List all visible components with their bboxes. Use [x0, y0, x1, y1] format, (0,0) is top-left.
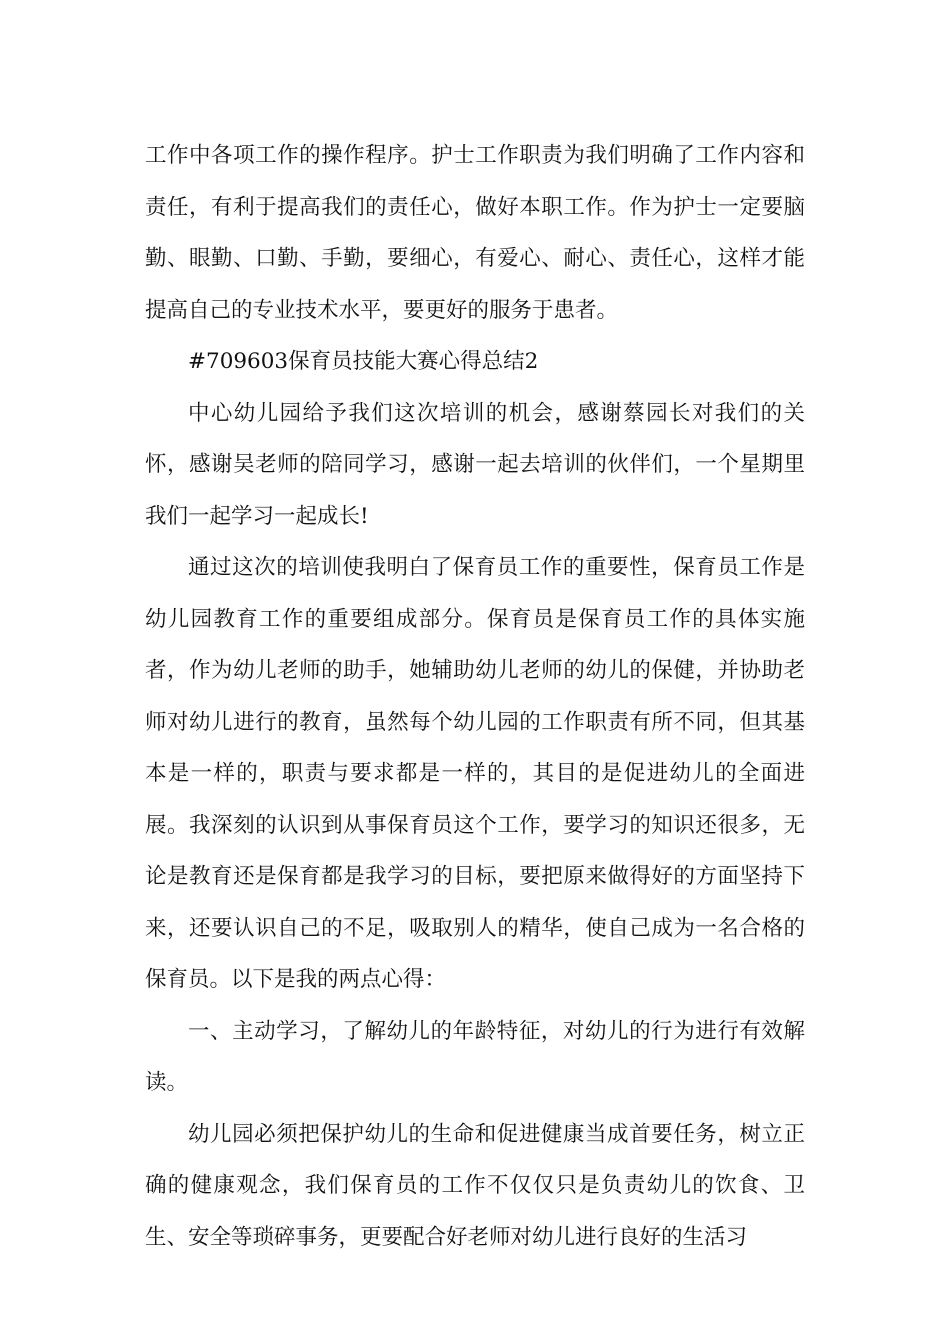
paragraph-point-one: 一、主动学习，了解幼儿的年龄特征，对幼儿的行为进行有效解读。	[145, 1018, 805, 1095]
paragraph-continuation: 工作中各项工作的操作程序。护士工作职责为我们明确了工作内容和责任，有利于提高我们的责任心，做好本职工作。作为护士一定要脑勤、眼勤、口勤、手勤，要细心，有爱心、耐心、责任心，这样才能提高自己的专业技术水平，要更好的服务于患者。	[145, 143, 805, 323]
section-heading: #709603保育员技能大赛心得总结2	[188, 349, 539, 374]
document-body	[145, 130, 805, 1263]
paragraph-health: 幼儿园必须把保护幼儿的生命和促进健康当成首要任务，树立正确的健康观念，我们保育员的工作不仅仅只是负责幼儿的饮食、卫生、安全等琐碎事务，更要配合好老师对幼儿进行良好的生活习	[145, 1121, 805, 1250]
paragraph-importance: 通过这次的培训使我明白了保育员工作的重要性，保育员工作是幼儿园教育工作的重要组成部分。保育员是保育员工作的具体实施者，作为幼儿老师的助手，她辅助幼儿老师的幼儿的保健，并协助老师对幼儿进行的教育，虽然每个幼儿园的工作职责有所不同，但其基本是一样的，职责与要求都是一样的，其目的是促进幼儿的全面进展。我深刻的认识到从事保育员这个工作，要学习的知识还很多，无论是教育还是保育都是我学习的目标，要把原来做得好的方面坚持下来，还要认识自己的不足，吸取别人的精华，使自己成为一名合格的保育员。以下是我的两点心得：	[145, 555, 805, 992]
paragraph-thanks: 中心幼儿园给予我们这次培训的机会，感谢蔡园长对我们的关怀，感谢吴老师的陪同学习，感谢一起去培训的伙伴们，一个星期里我们一起学习一起成长!	[145, 400, 805, 529]
